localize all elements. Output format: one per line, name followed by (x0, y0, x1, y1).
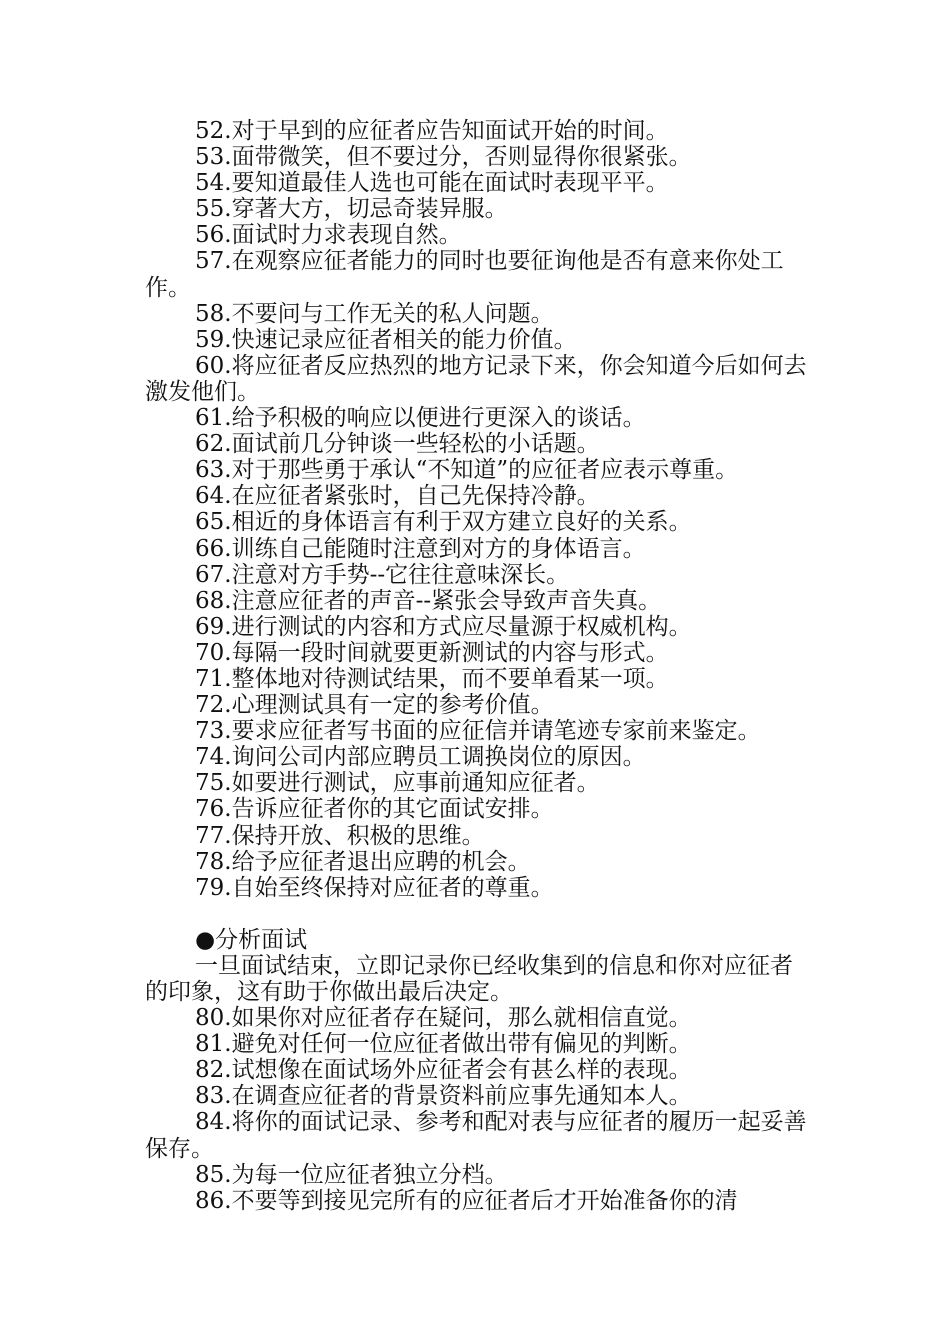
list-item: 54.要知道最佳人选也可能在面试时表现平平。 (195, 170, 669, 197)
list-item: 77.保持开放、积极的思维。 (195, 822, 485, 849)
list-item: 63.对于那些勇于承认“不知道”的应征者应表示尊重。 (195, 457, 739, 484)
list-item: 81.避免对任何一位应征者做出带有偏见的判断。 (195, 1031, 692, 1058)
list-item: 69.进行测试的内容和方式应尽量源于权威机构。 (195, 613, 692, 640)
list-item: 57.在观察应征者能力的同时也要征询他是否有意来你处工作。 (145, 248, 784, 301)
list-item: 56.面试时力求表现自然。 (195, 222, 462, 249)
list-item: 66.训练自己能随时注意到对方的身体语言。 (195, 535, 646, 562)
list-item: 70.每隔一段时间就要更新测试的内容与形式。 (195, 639, 669, 666)
list-item: 61.给予积极的响应以便进行更深入的谈话。 (195, 405, 646, 432)
list-item: 72.心理测试具有一定的参考价值。 (195, 692, 554, 719)
list-item: 78.给予应征者退出应聘的机会。 (195, 848, 531, 875)
section-intro: 一旦面试结束，立即记录你已经收集到的信息和你对应征者的印象，这有助于你做出最后决定。 (145, 952, 793, 1005)
list-item: 73.要求应征者写书面的应征信并请笔迹专家前来鉴定。 (195, 718, 761, 745)
list-item: 80.如果你对应征者存在疑问，那么就相信直觉。 (195, 1005, 692, 1032)
list-item: 52.对于早到的应征者应告知面试开始的时间。 (195, 118, 669, 144)
list-item: 82.试想像在面试场外应征者会有甚么样的表现。 (195, 1057, 692, 1084)
list-item: 53.面带微笑，但不要过分，否则显得你很紧张。 (195, 144, 692, 171)
list-item: 83.在调查应征者的背景资料前应事先通知本人。 (195, 1083, 692, 1110)
list-item: 85.为每一位应征者独立分档。 (195, 1161, 508, 1188)
list-item: 76.告诉应征者你的其它面试安排。 (195, 796, 554, 823)
list-item: 71.整体地对待测试结果，而不要单看某一项。 (195, 665, 669, 692)
list-item: 86.不要等到接见完所有的应征者后才开始准备你的清 (195, 1187, 738, 1214)
list-item: 60.将应征者反应热烈的地方记录下来，你会知道今后如何去激发他们。 (145, 352, 807, 405)
list-item: 59.快速记录应征者相关的能力价值。 (195, 326, 577, 353)
item-list-b (145, 1005, 810, 1214)
section-heading: ●分析面试 (195, 926, 308, 953)
list-item: 79.自始至终保持对应征者的尊重。 (195, 874, 554, 901)
list-item: 55.穿著大方，切忌奇装异服。 (195, 196, 508, 223)
list-item: 64.在应征者紧张时，自己先保持冷静。 (195, 483, 600, 510)
list-item: 65.相近的身体语言有利于双方建立良好的关系。 (195, 509, 692, 536)
list-item: 62.面试前几分钟谈一些轻松的小话题。 (195, 431, 600, 458)
item-list-a (145, 118, 810, 901)
list-item: 74.询问公司内部应聘员工调换岗位的原因。 (195, 744, 646, 771)
document-body (145, 118, 810, 1214)
list-item: 67.注意对方手势--它往往意味深长。 (195, 561, 570, 588)
list-item: 75.如要进行测试，应事前通知应征者。 (195, 770, 600, 797)
list-item: 84.将你的面试记录、参考和配对表与应征者的履历一起妥善保存。 (145, 1109, 807, 1162)
list-item: 68.注意应征者的声音--紧张会导致声音失真。 (195, 587, 662, 614)
list-item: 58.不要问与工作无关的私人问题。 (195, 300, 554, 327)
